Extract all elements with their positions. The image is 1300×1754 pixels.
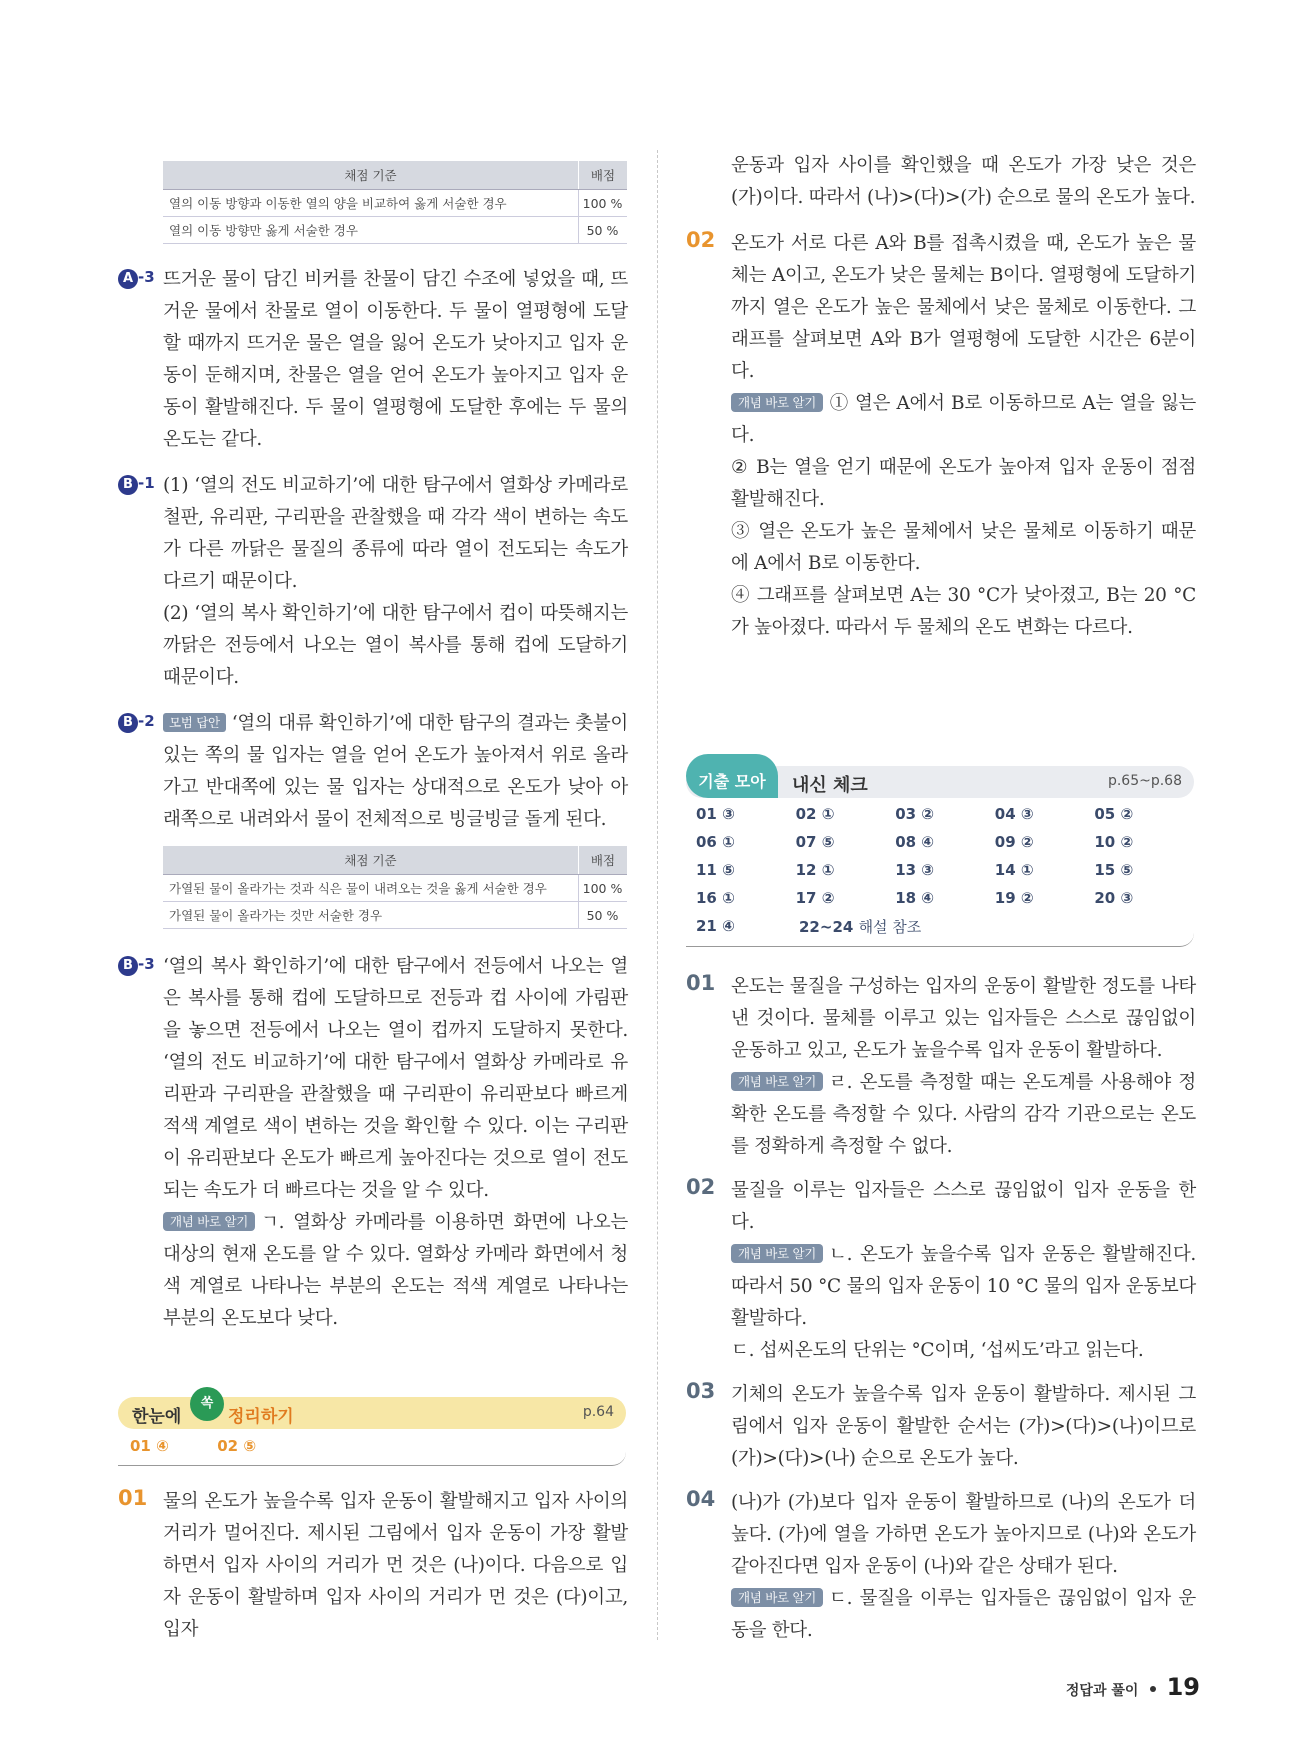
answer-cell: 03 ② — [895, 805, 934, 823]
answer-a3 — [118, 264, 628, 456]
answer-cell: 12 ① — [795, 861, 835, 879]
answer-b1 — [118, 470, 628, 694]
question-number: 04 — [686, 1487, 716, 1511]
answer-cell: 17 ② — [795, 889, 835, 907]
concept-note: ㄷ. 섭씨온도의 단위는 °C이며, ‘섭씨도’라고 읽는다. — [731, 1340, 1144, 1361]
concept-note-text: ㄹ. 온도를 측정할 때는 온도계를 사용해야 정확한 온도를 측정할 수 있다. 사람의 감각 기관으로는 온도를 정확하게 측정할 수 없다. — [731, 1072, 1196, 1157]
label-number: -3 — [138, 955, 155, 973]
label-letter: A — [118, 269, 138, 289]
table-cell-criteria: 열의 이동 방향만 옳게 서술한 경우 — [163, 217, 579, 244]
answer-range: 22~24 — [799, 917, 854, 936]
table-cell-points: 50 % — [579, 217, 628, 244]
entry-label — [118, 712, 155, 733]
question-explanation: 물질을 이루는 입자들은 스스로 끊임없이 입자 운동을 한다. — [731, 1180, 1196, 1233]
question-number: 03 — [686, 1379, 716, 1403]
table-cell-points: 100 % — [579, 190, 628, 217]
check-title: 내신 체크 — [792, 775, 868, 796]
summary-title-part1: 한눈에 — [132, 1407, 182, 1427]
concept-badge: 개념 바로 알기 — [731, 1588, 823, 1607]
answer-row — [696, 800, 1194, 828]
answer-cell: 09 ② — [994, 833, 1034, 851]
answer-cell: 04 ③ — [994, 805, 1034, 823]
table-cell-criteria: 가열된 물이 올라가는 것과 식은 물이 내려오는 것을 옳게 서술한 경우 — [163, 875, 579, 902]
answer-body: ‘열의 대류 확인하기’에 대한 탐구의 결과는 촛불이 있는 쪽의 물 입자는 열을 얻어 온도가 높아져서 위로 올라가고 반대쪽에 있는 물 입자는 상대적으로 온도가 낮아 아래쪽으로 내려와서 물이 전체적으로 빙글빙글 돌게 된다. — [163, 713, 628, 830]
concept-note-text: ㄱ. 열화상 카메라를 이용하면 화면에 나오는 대상의 현재 온도를 알 수 있다. 열화상 카메라 화면에서 청색 계열로 나타나는 부분의 온도는 적색 계열로 나타나는 부분의 온도보다 낮다. — [163, 1212, 628, 1329]
answer-cell-range — [799, 916, 921, 937]
answer-cell: 21 ④ — [696, 917, 735, 935]
question-explanation: 기체의 온도가 높을수록 입자 운동이 활발하다. 제시된 그림에서 입자 운동이 활발한 순서는 (가)>(다)>(나)이므로 (가)>(다)>(나) 순으로 온도가 높다. — [731, 1384, 1196, 1469]
check-q04 — [686, 1487, 1196, 1647]
answer-row — [696, 912, 1194, 940]
table-header-points: 배점 — [579, 846, 628, 875]
concept-note: ② B는 열을 얻기 때문에 온도가 높아져 입자 운동이 점점 활발해진다. — [731, 457, 1196, 510]
label-number: -2 — [138, 712, 155, 730]
answer-cell: 10 ② — [1094, 833, 1134, 851]
question-number: 01 — [118, 1486, 148, 1510]
summary-icon: 쏙 — [190, 1387, 224, 1421]
concept-note — [163, 1207, 628, 1335]
summary-section-bar — [118, 1397, 626, 1429]
table-header-points: 배점 — [579, 161, 628, 190]
check-section-bar — [686, 766, 1194, 798]
answer-cell: 07 ⑤ — [795, 833, 835, 851]
answer-text — [163, 708, 628, 836]
summary-q02 — [686, 228, 1196, 644]
answer-cell: 13 ③ — [895, 861, 934, 879]
table-row — [163, 217, 627, 244]
label-letter: B — [118, 956, 138, 976]
question-number: 02 — [686, 228, 716, 252]
question-explanation: 물의 온도가 높을수록 입자 운동이 활발해지고 입자 사이의 거리가 멀어진다. 제시된 그림에서 입자 운동이 가장 활발하면서 입자 사이의 거리가 먼 것은 (나)이다. 다음으로 입자 운동이 활발하며 입자 사이의 거리가 먼 것은 (다)이고, 입자 — [163, 1491, 628, 1640]
answer-range-note: 해설 참조 — [858, 917, 922, 936]
answer-b3 — [118, 951, 628, 1335]
model-answer-badge: 모범 답안 — [163, 713, 226, 732]
table-cell-criteria: 열의 이동 방향과 이동한 열의 양을 비교하여 옳게 서술한 경우 — [163, 190, 579, 217]
concept-badge: 개념 바로 알기 — [731, 1244, 823, 1263]
answer-cell: 08 ④ — [895, 833, 934, 851]
label-letter: B — [118, 713, 138, 733]
answer-row — [696, 828, 1194, 856]
summary-answers — [118, 1429, 626, 1466]
answer-cell: 06 ① — [696, 833, 735, 851]
summary-page-ref: p.64 — [582, 1404, 614, 1420]
concept-note-text: ① 열은 A에서 B로 이동하므로 A는 열을 잃는다. — [731, 393, 1196, 446]
answer-cell: 15 ⑤ — [1094, 861, 1134, 879]
scoring-table-1 — [163, 161, 627, 244]
footer-label: 정답과 풀이 — [1065, 1683, 1139, 1699]
right-column — [686, 150, 1196, 1647]
concept-badge: 개념 바로 알기 — [163, 1212, 255, 1231]
check-q02 — [686, 1175, 1196, 1367]
column-divider — [657, 150, 658, 1640]
answer-cell: 18 ④ — [895, 889, 934, 907]
answer-text: 뜨거운 물이 담긴 비커를 찬물이 담긴 수조에 넣었을 때, 뜨거운 물에서 찬물로 열이 이동한다. 두 물이 열평형에 도달할 때까지 뜨거운 물은 열을 잃어 온도가 낮아지고 입자 운동이 둔해지며, 찬물은 열을 얻어 온도가 높아지고 입자 운동이 활발해진다. 두 물이 열평형에 도달한 후에는 두 물의 온도는 같다. — [163, 269, 628, 450]
question-number: 02 — [686, 1175, 716, 1199]
footer-dot — [1150, 1686, 1156, 1692]
summary-answer: 01 ④ — [130, 1437, 169, 1455]
table-row — [163, 875, 627, 902]
concept-note: ④ 그래프를 살펴보면 A는 30 °C가 낮아졌고, B는 20 °C가 높아졌다. 따라서 두 물체의 온도 변화는 다르다. — [731, 585, 1196, 638]
check-tag: 기출 모아 — [686, 754, 778, 798]
concept-note — [731, 1067, 1196, 1163]
page-footer — [1066, 1673, 1200, 1701]
answer-row — [696, 884, 1194, 912]
scoring-table-2 — [163, 846, 627, 929]
question-explanation: 온도는 물질을 구성하는 입자의 운동이 활발한 정도를 나타낸 것이다. 물체를 이루고 있는 입자들은 스스로 끊임없이 운동하고 있고, 온도가 높을수록 입자 운동이 활발하다. — [731, 976, 1196, 1061]
check-answers — [686, 798, 1194, 947]
answer-cell: 19 ② — [994, 889, 1034, 907]
concept-note — [731, 388, 1196, 452]
answer-text: ‘열의 복사 확인하기’에 대한 탐구에서 전등에서 나오는 열은 복사를 통해 컵에 도달하므로 전등과 컵 사이에 가림판을 놓으면 전등에서 나오는 열이 컵까지 도달하지 못한다. ‘열의 전도 비교하기’에 대한 탐구에서 열화상 카메라로 유리판과 구리판을 관찰했을 때 구리판이 유리판보다 빠르게 적색 계열로 색이 변하는 것을 확인할 수 있다. 이는 구리판이 유리판보다 온도가 빠르게 높아진다는 것으로 열이 전도되는 속도가 더 빠르다는 것을 알 수 있다. — [163, 956, 628, 1201]
answer-text-2: (2) ‘열의 복사 확인하기’에 대한 탐구에서 컵이 따뜻해지는 까닭은 전등에서 나오는 열이 복사를 통해 컵에 도달하기 때문이다. — [163, 603, 628, 688]
table-cell-points: 50 % — [579, 902, 628, 929]
entry-label — [118, 474, 155, 495]
concept-note — [731, 1239, 1196, 1335]
answer-cell: 02 ① — [795, 805, 835, 823]
concept-note: ③ 열은 온도가 높은 물체에서 낮은 물체로 이동하기 때문에 A에서 B로 이동한다. — [731, 521, 1196, 574]
question-explanation: 온도가 서로 다른 A와 B를 접촉시켰을 때, 온도가 높은 물체는 A이고, 온도가 낮은 물체는 B이다. 열평형에 도달하기까지 열은 온도가 높은 물체에서 낮은 물체로 이동한다. 그래프를 살펴보면 A와 B가 열평형에 도달한 시간은 6분이다. — [731, 233, 1196, 382]
answer-row — [696, 856, 1194, 884]
summary-q01 — [118, 1486, 628, 1646]
answer-b2 — [118, 708, 628, 836]
entry-label — [118, 955, 155, 976]
table-header-criteria: 채점 기준 — [163, 161, 579, 190]
check-q01 — [686, 971, 1196, 1163]
answer-cell: 05 ② — [1094, 805, 1134, 823]
question-number: 01 — [686, 971, 716, 995]
answer-cell: 11 ⑤ — [696, 861, 735, 879]
entry-label — [118, 268, 155, 289]
concept-note — [731, 1583, 1196, 1647]
table-header-criteria: 채점 기준 — [163, 846, 579, 875]
check-q03 — [686, 1379, 1196, 1475]
answer-cell: 20 ③ — [1094, 889, 1134, 907]
table-row — [163, 902, 627, 929]
answer-cell: 14 ① — [994, 861, 1034, 879]
answer-cell: 01 ③ — [696, 805, 735, 823]
check-page-ref: p.65~p.68 — [1107, 773, 1182, 789]
answer-text-1: (1) ‘열의 전도 비교하기’에 대한 탐구에서 열화상 카메라로 철판, 유리판, 구리판을 관찰했을 때 각각 색이 변하는 속도가 다른 까닭은 물질의 종류에 따라 열이 전도되는 속도가 다르기 때문이다. — [163, 475, 628, 592]
label-number: -3 — [138, 268, 155, 286]
concept-badge: 개념 바로 알기 — [731, 1072, 823, 1091]
label-number: -1 — [138, 474, 155, 492]
answer-cell: 16 ① — [696, 889, 735, 907]
left-column — [118, 150, 628, 1646]
table-cell-criteria: 가열된 물이 올라가는 것만 서술한 경우 — [163, 902, 579, 929]
question-explanation: (나)가 (가)보다 입자 운동이 활발하므로 (나)의 온도가 더 높다. (가)에 열을 가하면 온도가 높아지므로 (나)와 온도가 같아진다면 입자 운동이 (나)와 같은 상태가 된다. — [731, 1492, 1196, 1577]
summary-title-part2: 정리하기 — [228, 1407, 294, 1427]
page-number: 19 — [1166, 1673, 1200, 1701]
concept-note-text: ㄴ. 온도가 높을수록 입자 운동은 활발해진다. 따라서 50 °C 물의 입자 운동이 10 °C 물의 입자 운동보다 활발하다. — [731, 1244, 1196, 1329]
table-cell-points: 100 % — [579, 875, 628, 902]
label-letter: B — [118, 475, 138, 495]
table-row — [163, 190, 627, 217]
continued-text: 운동과 입자 사이를 확인했을 때 온도가 가장 낮은 것은 (가)이다. 따라서 (나)>(다)>(가) 순으로 물의 온도가 높다. — [731, 155, 1196, 208]
concept-note-text: ㄷ. 물질을 이루는 입자들은 끊임없이 입자 운동을 한다. — [731, 1588, 1196, 1641]
summary-answer: 02 ⑤ — [217, 1437, 257, 1455]
concept-badge: 개념 바로 알기 — [731, 393, 823, 412]
